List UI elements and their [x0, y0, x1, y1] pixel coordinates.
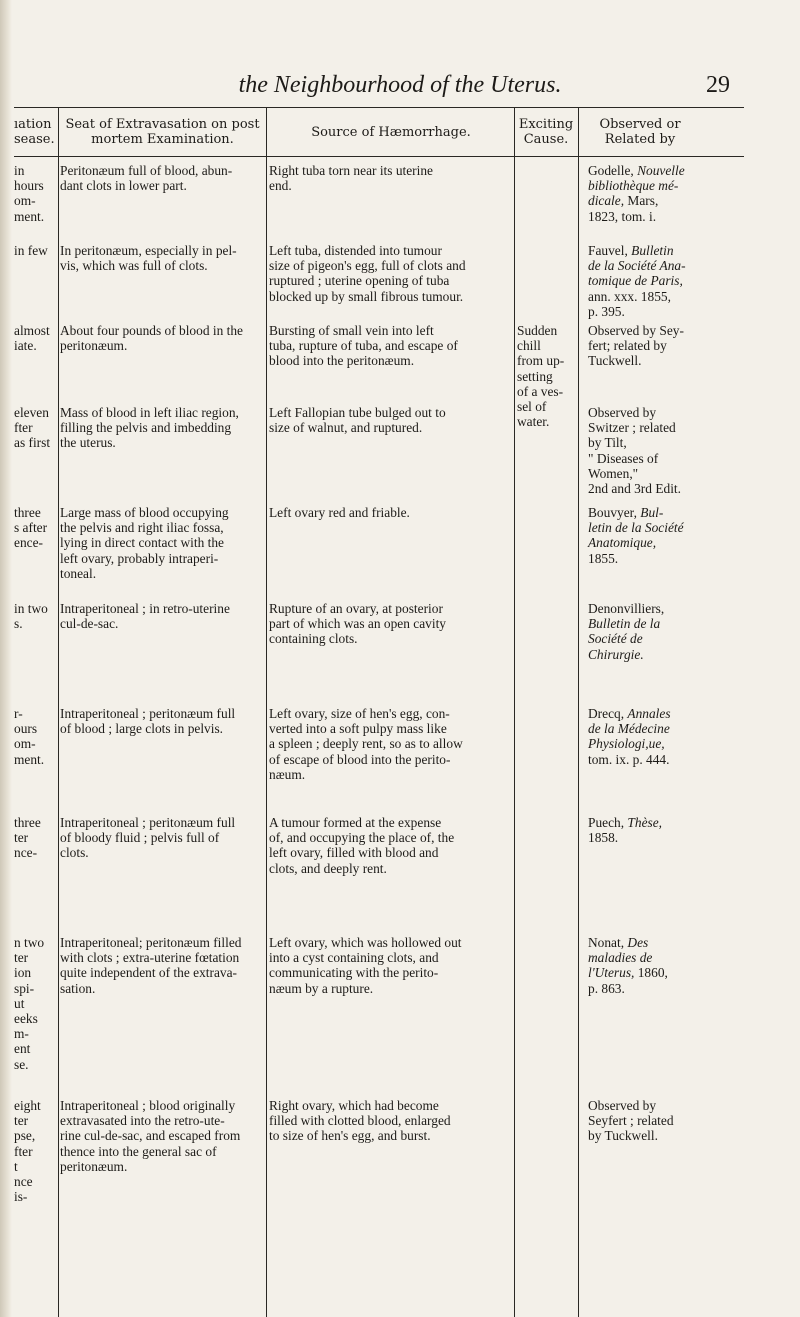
table-cell-source: Left tuba, distended into tumour size of pigeon's egg, full of clots and ruptured ; uterine opening of tuba blocked up by small fibrous tumour.	[269, 243, 466, 304]
observed-author: Godelle,	[588, 163, 638, 178]
table-cell-observed	[588, 323, 738, 369]
header-duration: ıation sease.	[14, 117, 55, 147]
table-cell-source: Right tuba torn near its uterine end.	[269, 163, 433, 194]
table-cell-duration: in few	[14, 243, 48, 258]
table-cell-source: Bursting of small vein into left tuba, rupture of tuba, and escape of blood into the peritonæum.	[269, 323, 458, 369]
observed-citation: Bulletin de la Société de Chirurgie.	[588, 616, 661, 662]
table-cell-observed	[588, 706, 738, 767]
observed-citation: Bul- letin de la Société Anatomique,	[588, 505, 684, 551]
top-rule	[14, 107, 744, 108]
table-cell-seat: Intraperitoneal; peritonæum filled with clots ; extra-uterine fœtation quite independent of the extrava- sation.	[60, 935, 242, 996]
table-cell-seat: Mass of blood in left iliac region, filling the pelvis and imbedding the uterus.	[60, 405, 239, 451]
table-cell-observed	[588, 243, 738, 319]
observed-citation: Thèse,	[627, 815, 663, 830]
header-observed: Observed or Related by	[599, 117, 681, 147]
column-divider	[578, 107, 579, 1317]
table-cell-seat: Intraperitoneal ; peritonæum full of bloody fluid ; pelvis full of clots.	[60, 815, 236, 861]
observed-author: Bouvyer,	[588, 505, 641, 520]
running-title: the Neighbourhood of the Uterus.	[238, 72, 562, 98]
observed-citation: Bulletin de la Société Ana- tomique de Paris,	[588, 243, 686, 289]
header-cause: Exciting Cause.	[518, 117, 574, 147]
column-divider	[58, 107, 59, 1317]
table-cell-source: Left ovary red and friable.	[269, 505, 410, 520]
table-cell-duration: in two s.	[14, 601, 48, 632]
table-cell-duration: eight ter pse, fter t nce is-	[14, 1098, 41, 1205]
observed-detail: 1858.	[588, 830, 619, 846]
table-cell-seat: Intraperitoneal ; in retro-uterine cul-de-sac.	[60, 601, 230, 632]
observed-author: Observed by Switzer ; related by Tilt, " Diseases of Women," 2nd and 3rd Edit.	[588, 405, 681, 497]
table-cell-duration: r- ours om- ment.	[14, 706, 45, 767]
header-rule	[14, 156, 744, 157]
page-binding-shadow	[0, 0, 12, 1317]
observed-author: Fauvel,	[588, 243, 632, 258]
table-cell-duration: almost iate.	[14, 323, 50, 354]
table-cell-source: Rupture of an ovary, at posterior part of which was an open cavity containing clots.	[269, 601, 446, 647]
observed-author: Observed by Seyfert ; related by Tuckwell.	[588, 1098, 674, 1144]
table-cell-observed	[588, 815, 738, 845]
observed-citation: Nouvelle bibliothèque mé- dicale,	[588, 163, 685, 209]
observed-author: Puech,	[588, 815, 628, 830]
column-divider	[266, 107, 267, 1317]
table-cell-duration: n two ter ion spi- ut eeks m- ent se.	[14, 935, 45, 1072]
table-cell-source: Left Fallopian tube bulged out to size of walnut, and ruptured.	[269, 405, 446, 436]
header-source: Source of Hæmorrhage.	[311, 125, 471, 140]
header-seat: Seat of Extravasation on post mortem Examination.	[65, 117, 260, 147]
page-number: 29	[706, 72, 730, 98]
observed-detail: tom. ix. p. 444.	[588, 751, 670, 767]
table-cell-duration: three ter nce-	[14, 815, 41, 861]
table-cell-seat: Intraperitoneal ; blood originally extravasated into the retro-ute- rine cul-de-sac, and escaped from thence into the general sac of peritonæum.	[60, 1098, 241, 1174]
observed-detail: Mars, 1823, tom. i.	[588, 193, 659, 224]
table-cell-duration: in hours om- ment.	[14, 163, 45, 224]
running-head	[0, 72, 800, 106]
observed-detail: 1855.	[588, 550, 619, 566]
table-cell-source: A tumour formed at the expense of, and occupying the place of, the left ovary, filled with blood and clots, and deeply rent.	[269, 815, 455, 876]
table-cell-seat: Intraperitoneal ; peritonæum full of blood ; large clots in pelvis.	[60, 706, 236, 737]
table-cell-observed	[588, 505, 738, 566]
table-cell-duration: three s after ence-	[14, 505, 48, 551]
observed-citation: Annales de la Médecine Physiologi,ue,	[588, 706, 671, 752]
observed-author: Drecq,	[588, 706, 628, 721]
observed-detail: 1860, p. 863.	[588, 965, 668, 996]
table-cell-observed	[588, 601, 738, 662]
table-cell-seat: In peritonæum, especially in pel- vis, which was full of clots.	[60, 243, 237, 274]
table-cell-observed	[588, 1098, 738, 1144]
table-cell-source: Left ovary, size of hen's egg, con- verted into a soft pulpy mass like a spleen ; deeply rent, so as to allow of escape of blood into the perito- næum.	[269, 706, 463, 782]
table-cell-observed	[588, 405, 738, 496]
table-cell-seat: Peritonæum full of blood, abun- dant clots in lower part.	[60, 163, 233, 194]
table-cell-source: Left ovary, which was hollowed out into a cyst containing clots, and communicating with the perito- næum by a rupture.	[269, 935, 462, 996]
table-cell-observed	[588, 935, 738, 996]
table-cell-observed	[588, 163, 738, 224]
column-divider	[514, 107, 515, 1317]
table-cell-seat: Large mass of blood occupying the pelvis and right iliac fossa, lying in direct contact with the left ovary, probably intraperi- toneal.	[60, 505, 229, 581]
observed-author: Denonvilliers,	[588, 601, 665, 616]
table-cell-cause: Sudden chill from up- setting of a ves- sel of water.	[517, 323, 565, 430]
observed-author: Observed by Sey- fert; related by Tuckwell.	[588, 323, 684, 369]
observed-author: Nonat,	[588, 935, 628, 950]
table-cell-duration: eleven fter as first	[14, 405, 51, 451]
table-cell-source: Right ovary, which had become filled with clotted blood, enlarged to size of hen's egg, and burst.	[269, 1098, 451, 1144]
table-cell-seat: About four pounds of blood in the peritonæum.	[60, 323, 243, 354]
observed-detail: ann. xxx. 1855, p. 395.	[588, 288, 671, 319]
observed-citation: Des maladies de l'Uterus,	[588, 935, 653, 981]
